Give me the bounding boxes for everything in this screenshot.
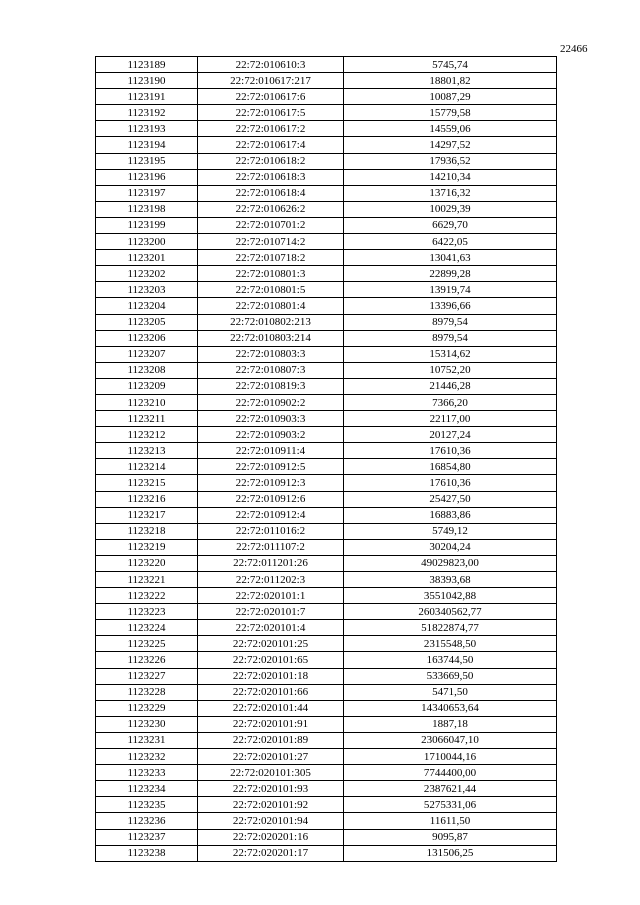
cadastral-value-cell: 13919,74 xyxy=(344,282,557,298)
row-number-cell: 1123203 xyxy=(96,282,198,298)
row-number-cell: 1123199 xyxy=(96,217,198,233)
row-number-cell: 1123231 xyxy=(96,732,198,748)
page-number: 22466 xyxy=(560,43,588,55)
row-number-cell: 1123197 xyxy=(96,185,198,201)
cadastral-number-cell: 22:72:010718:2 xyxy=(198,250,344,266)
cadastral-number-cell: 22:72:010701:2 xyxy=(198,217,344,233)
row-number-cell: 1123194 xyxy=(96,137,198,153)
cadastral-value-cell: 7744400,00 xyxy=(344,765,557,781)
row-number-cell: 1123227 xyxy=(96,668,198,684)
table-row xyxy=(96,250,557,266)
row-number-cell: 1123233 xyxy=(96,765,198,781)
cadastral-value-cell: 10087,29 xyxy=(344,89,557,105)
cadastral-number-cell: 22:72:010626:2 xyxy=(198,201,344,217)
row-number-cell: 1123235 xyxy=(96,797,198,813)
row-number-cell: 1123190 xyxy=(96,73,198,89)
cadastral-value-cell: 131506,25 xyxy=(344,845,557,861)
cadastral-number-cell: 22:72:010801:4 xyxy=(198,298,344,314)
cadastral-number-cell: 22:72:010801:5 xyxy=(198,282,344,298)
cadastral-number-cell: 22:72:010912:6 xyxy=(198,491,344,507)
cadastral-number-cell: 22:72:020101:92 xyxy=(198,797,344,813)
table-row xyxy=(96,845,557,861)
cadastral-number-cell: 22:72:010617:217 xyxy=(198,73,344,89)
table-row xyxy=(96,201,557,217)
cadastral-number-cell: 22:72:020101:93 xyxy=(198,781,344,797)
table-row xyxy=(96,459,557,475)
cadastral-number-cell: 22:72:020101:1 xyxy=(198,588,344,604)
row-number-cell: 1123196 xyxy=(96,169,198,185)
cadastral-value-table xyxy=(95,56,557,862)
cadastral-value-cell: 16883,86 xyxy=(344,507,557,523)
cadastral-number-cell: 22:72:010819:3 xyxy=(198,378,344,394)
table-row xyxy=(96,234,557,250)
row-number-cell: 1123211 xyxy=(96,411,198,427)
table-row xyxy=(96,781,557,797)
cadastral-value-cell: 1710044,16 xyxy=(344,749,557,765)
row-number-cell: 1123200 xyxy=(96,234,198,250)
table-row xyxy=(96,362,557,378)
row-number-cell: 1123205 xyxy=(96,314,198,330)
cadastral-value-cell: 7366,20 xyxy=(344,394,557,410)
cadastral-number-cell: 22:72:010903:3 xyxy=(198,411,344,427)
cadastral-value-cell: 13041,63 xyxy=(344,250,557,266)
cadastral-number-cell: 22:72:020101:27 xyxy=(198,749,344,765)
cadastral-value-cell: 2387621,44 xyxy=(344,781,557,797)
cadastral-value-cell: 533669,50 xyxy=(344,668,557,684)
cadastral-value-cell: 25427,50 xyxy=(344,491,557,507)
cadastral-value-cell: 14340653,64 xyxy=(344,700,557,716)
cadastral-value-cell: 10029,39 xyxy=(344,201,557,217)
cadastral-number-cell: 22:72:011107:2 xyxy=(198,539,344,555)
cadastral-number-cell: 22:72:020101:44 xyxy=(198,700,344,716)
table-row xyxy=(96,507,557,523)
table-row xyxy=(96,491,557,507)
row-number-cell: 1123221 xyxy=(96,572,198,588)
cadastral-value-cell: 8979,54 xyxy=(344,314,557,330)
row-number-cell: 1123189 xyxy=(96,57,198,73)
row-number-cell: 1123238 xyxy=(96,845,198,861)
row-number-cell: 1123234 xyxy=(96,781,198,797)
row-number-cell: 1123236 xyxy=(96,813,198,829)
cadastral-number-cell: 22:72:010714:2 xyxy=(198,234,344,250)
cadastral-value-cell: 14559,06 xyxy=(344,121,557,137)
table-row xyxy=(96,732,557,748)
cadastral-value-cell: 15779,58 xyxy=(344,105,557,121)
cadastral-value-cell: 20127,24 xyxy=(344,427,557,443)
cadastral-number-cell: 22:72:010617:2 xyxy=(198,121,344,137)
cadastral-number-cell: 22:72:020101:65 xyxy=(198,652,344,668)
row-number-cell: 1123202 xyxy=(96,266,198,282)
row-number-cell: 1123201 xyxy=(96,250,198,266)
cadastral-number-cell: 22:72:010801:3 xyxy=(198,266,344,282)
table-row xyxy=(96,829,557,845)
cadastral-value-cell: 13716,32 xyxy=(344,185,557,201)
cadastral-number-cell: 22:72:020101:94 xyxy=(198,813,344,829)
table-row xyxy=(96,89,557,105)
table-row xyxy=(96,588,557,604)
row-number-cell: 1123219 xyxy=(96,539,198,555)
table-row xyxy=(96,137,557,153)
row-number-cell: 1123193 xyxy=(96,121,198,137)
row-number-cell: 1123207 xyxy=(96,346,198,362)
table-row xyxy=(96,684,557,700)
cadastral-value-cell: 5745,74 xyxy=(344,57,557,73)
row-number-cell: 1123222 xyxy=(96,588,198,604)
row-number-cell: 1123217 xyxy=(96,507,198,523)
cadastral-value-cell: 13396,66 xyxy=(344,298,557,314)
cadastral-value-cell: 21446,28 xyxy=(344,378,557,394)
row-number-cell: 1123229 xyxy=(96,700,198,716)
cadastral-value-cell: 18801,82 xyxy=(344,73,557,89)
cadastral-value-cell: 5471,50 xyxy=(344,684,557,700)
table-row xyxy=(96,443,557,459)
table-row xyxy=(96,298,557,314)
cadastral-value-cell: 9095,87 xyxy=(344,829,557,845)
table-row xyxy=(96,572,557,588)
row-number-cell: 1123230 xyxy=(96,716,198,732)
row-number-cell: 1123198 xyxy=(96,201,198,217)
table-row xyxy=(96,475,557,491)
cadastral-value-cell: 5749,12 xyxy=(344,523,557,539)
cadastral-value-cell: 3551042,88 xyxy=(344,588,557,604)
table-row xyxy=(96,620,557,636)
cadastral-value-cell: 2315548,50 xyxy=(344,636,557,652)
cadastral-number-cell: 22:72:010903:2 xyxy=(198,427,344,443)
cadastral-number-cell: 22:72:020101:7 xyxy=(198,604,344,620)
cadastral-value-cell: 17936,52 xyxy=(344,153,557,169)
cadastral-number-cell: 22:72:020201:17 xyxy=(198,845,344,861)
table-row xyxy=(96,121,557,137)
cadastral-value-cell: 11611,50 xyxy=(344,813,557,829)
row-number-cell: 1123228 xyxy=(96,684,198,700)
cadastral-value-cell: 15314,62 xyxy=(344,346,557,362)
table-row xyxy=(96,668,557,684)
cadastral-value-cell: 22899,28 xyxy=(344,266,557,282)
table-row xyxy=(96,169,557,185)
table-row xyxy=(96,700,557,716)
row-number-cell: 1123210 xyxy=(96,394,198,410)
row-number-cell: 1123212 xyxy=(96,427,198,443)
cadastral-number-cell: 22:72:010912:5 xyxy=(198,459,344,475)
cadastral-number-cell: 22:72:020101:4 xyxy=(198,620,344,636)
cadastral-number-cell: 22:72:010807:3 xyxy=(198,362,344,378)
table-row xyxy=(96,427,557,443)
cadastral-number-cell: 22:72:020101:89 xyxy=(198,732,344,748)
table-row xyxy=(96,555,557,571)
cadastral-number-cell: 22:72:020101:66 xyxy=(198,684,344,700)
table-row xyxy=(96,765,557,781)
row-number-cell: 1123215 xyxy=(96,475,198,491)
row-number-cell: 1123224 xyxy=(96,620,198,636)
table-row xyxy=(96,282,557,298)
cadastral-value-cell: 6422,05 xyxy=(344,234,557,250)
cadastral-value-cell: 8979,54 xyxy=(344,330,557,346)
cadastral-value-cell: 14297,52 xyxy=(344,137,557,153)
cadastral-number-cell: 22:72:020101:91 xyxy=(198,716,344,732)
row-number-cell: 1123237 xyxy=(96,829,198,845)
cadastral-value-cell: 163744,50 xyxy=(344,652,557,668)
cadastral-value-cell: 14210,34 xyxy=(344,169,557,185)
table-row xyxy=(96,813,557,829)
cadastral-number-cell: 22:72:020101:305 xyxy=(198,765,344,781)
cadastral-value-cell: 5275331,06 xyxy=(344,797,557,813)
table-row xyxy=(96,217,557,233)
cadastral-number-cell: 22:72:020101:18 xyxy=(198,668,344,684)
row-number-cell: 1123226 xyxy=(96,652,198,668)
cadastral-number-cell: 22:72:010610:3 xyxy=(198,57,344,73)
table-row xyxy=(96,411,557,427)
row-number-cell: 1123206 xyxy=(96,330,198,346)
cadastral-number-cell: 22:72:011202:3 xyxy=(198,572,344,588)
cadastral-value-cell: 49029823,00 xyxy=(344,555,557,571)
cadastral-value-cell: 1887,18 xyxy=(344,716,557,732)
cadastral-value-cell: 16854,80 xyxy=(344,459,557,475)
row-number-cell: 1123223 xyxy=(96,604,198,620)
cadastral-number-cell: 22:72:020101:25 xyxy=(198,636,344,652)
table-row xyxy=(96,314,557,330)
cadastral-number-cell: 22:72:010902:2 xyxy=(198,394,344,410)
table-row xyxy=(96,73,557,89)
cadastral-number-cell: 22:72:010618:4 xyxy=(198,185,344,201)
table-row xyxy=(96,266,557,282)
row-number-cell: 1123216 xyxy=(96,491,198,507)
table-row xyxy=(96,330,557,346)
row-number-cell: 1123218 xyxy=(96,523,198,539)
table-body xyxy=(96,57,557,862)
cadastral-number-cell: 22:72:010618:3 xyxy=(198,169,344,185)
cadastral-value-cell: 260340562,77 xyxy=(344,604,557,620)
cadastral-number-cell: 22:72:010912:3 xyxy=(198,475,344,491)
cadastral-value-cell: 10752,20 xyxy=(344,362,557,378)
table-row xyxy=(96,604,557,620)
table-row xyxy=(96,185,557,201)
row-number-cell: 1123213 xyxy=(96,443,198,459)
cadastral-value-cell: 17610,36 xyxy=(344,475,557,491)
cadastral-value-cell: 23066047,10 xyxy=(344,732,557,748)
cadastral-value-cell: 38393,68 xyxy=(344,572,557,588)
table-row xyxy=(96,57,557,73)
row-number-cell: 1123208 xyxy=(96,362,198,378)
row-number-cell: 1123225 xyxy=(96,636,198,652)
table-row xyxy=(96,716,557,732)
cadastral-value-cell: 30204,24 xyxy=(344,539,557,555)
table-row xyxy=(96,105,557,121)
table-row xyxy=(96,378,557,394)
row-number-cell: 1123192 xyxy=(96,105,198,121)
table-row xyxy=(96,346,557,362)
cadastral-number-cell: 22:72:011016:2 xyxy=(198,523,344,539)
table-row xyxy=(96,652,557,668)
row-number-cell: 1123195 xyxy=(96,153,198,169)
cadastral-number-cell: 22:72:010617:4 xyxy=(198,137,344,153)
table-row xyxy=(96,749,557,765)
cadastral-number-cell: 22:72:010802:213 xyxy=(198,314,344,330)
table-row xyxy=(96,539,557,555)
cadastral-number-cell: 22:72:010911:4 xyxy=(198,443,344,459)
cadastral-value-cell: 6629,70 xyxy=(344,217,557,233)
cadastral-number-cell: 22:72:011201:26 xyxy=(198,555,344,571)
cadastral-number-cell: 22:72:020201:16 xyxy=(198,829,344,845)
cadastral-number-cell: 22:72:010803:214 xyxy=(198,330,344,346)
table-row xyxy=(96,153,557,169)
row-number-cell: 1123220 xyxy=(96,555,198,571)
cadastral-value-cell: 17610,36 xyxy=(344,443,557,459)
row-number-cell: 1123232 xyxy=(96,749,198,765)
row-number-cell: 1123204 xyxy=(96,298,198,314)
cadastral-number-cell: 22:72:010618:2 xyxy=(198,153,344,169)
cadastral-number-cell: 22:72:010912:4 xyxy=(198,507,344,523)
cadastral-number-cell: 22:72:010803:3 xyxy=(198,346,344,362)
cadastral-value-cell: 22117,00 xyxy=(344,411,557,427)
table-row xyxy=(96,636,557,652)
table-row xyxy=(96,523,557,539)
table-row xyxy=(96,394,557,410)
cadastral-value-cell: 51822874,77 xyxy=(344,620,557,636)
row-number-cell: 1123209 xyxy=(96,378,198,394)
table-row xyxy=(96,797,557,813)
cadastral-number-cell: 22:72:010617:6 xyxy=(198,89,344,105)
row-number-cell: 1123191 xyxy=(96,89,198,105)
cadastral-number-cell: 22:72:010617:5 xyxy=(198,105,344,121)
row-number-cell: 1123214 xyxy=(96,459,198,475)
